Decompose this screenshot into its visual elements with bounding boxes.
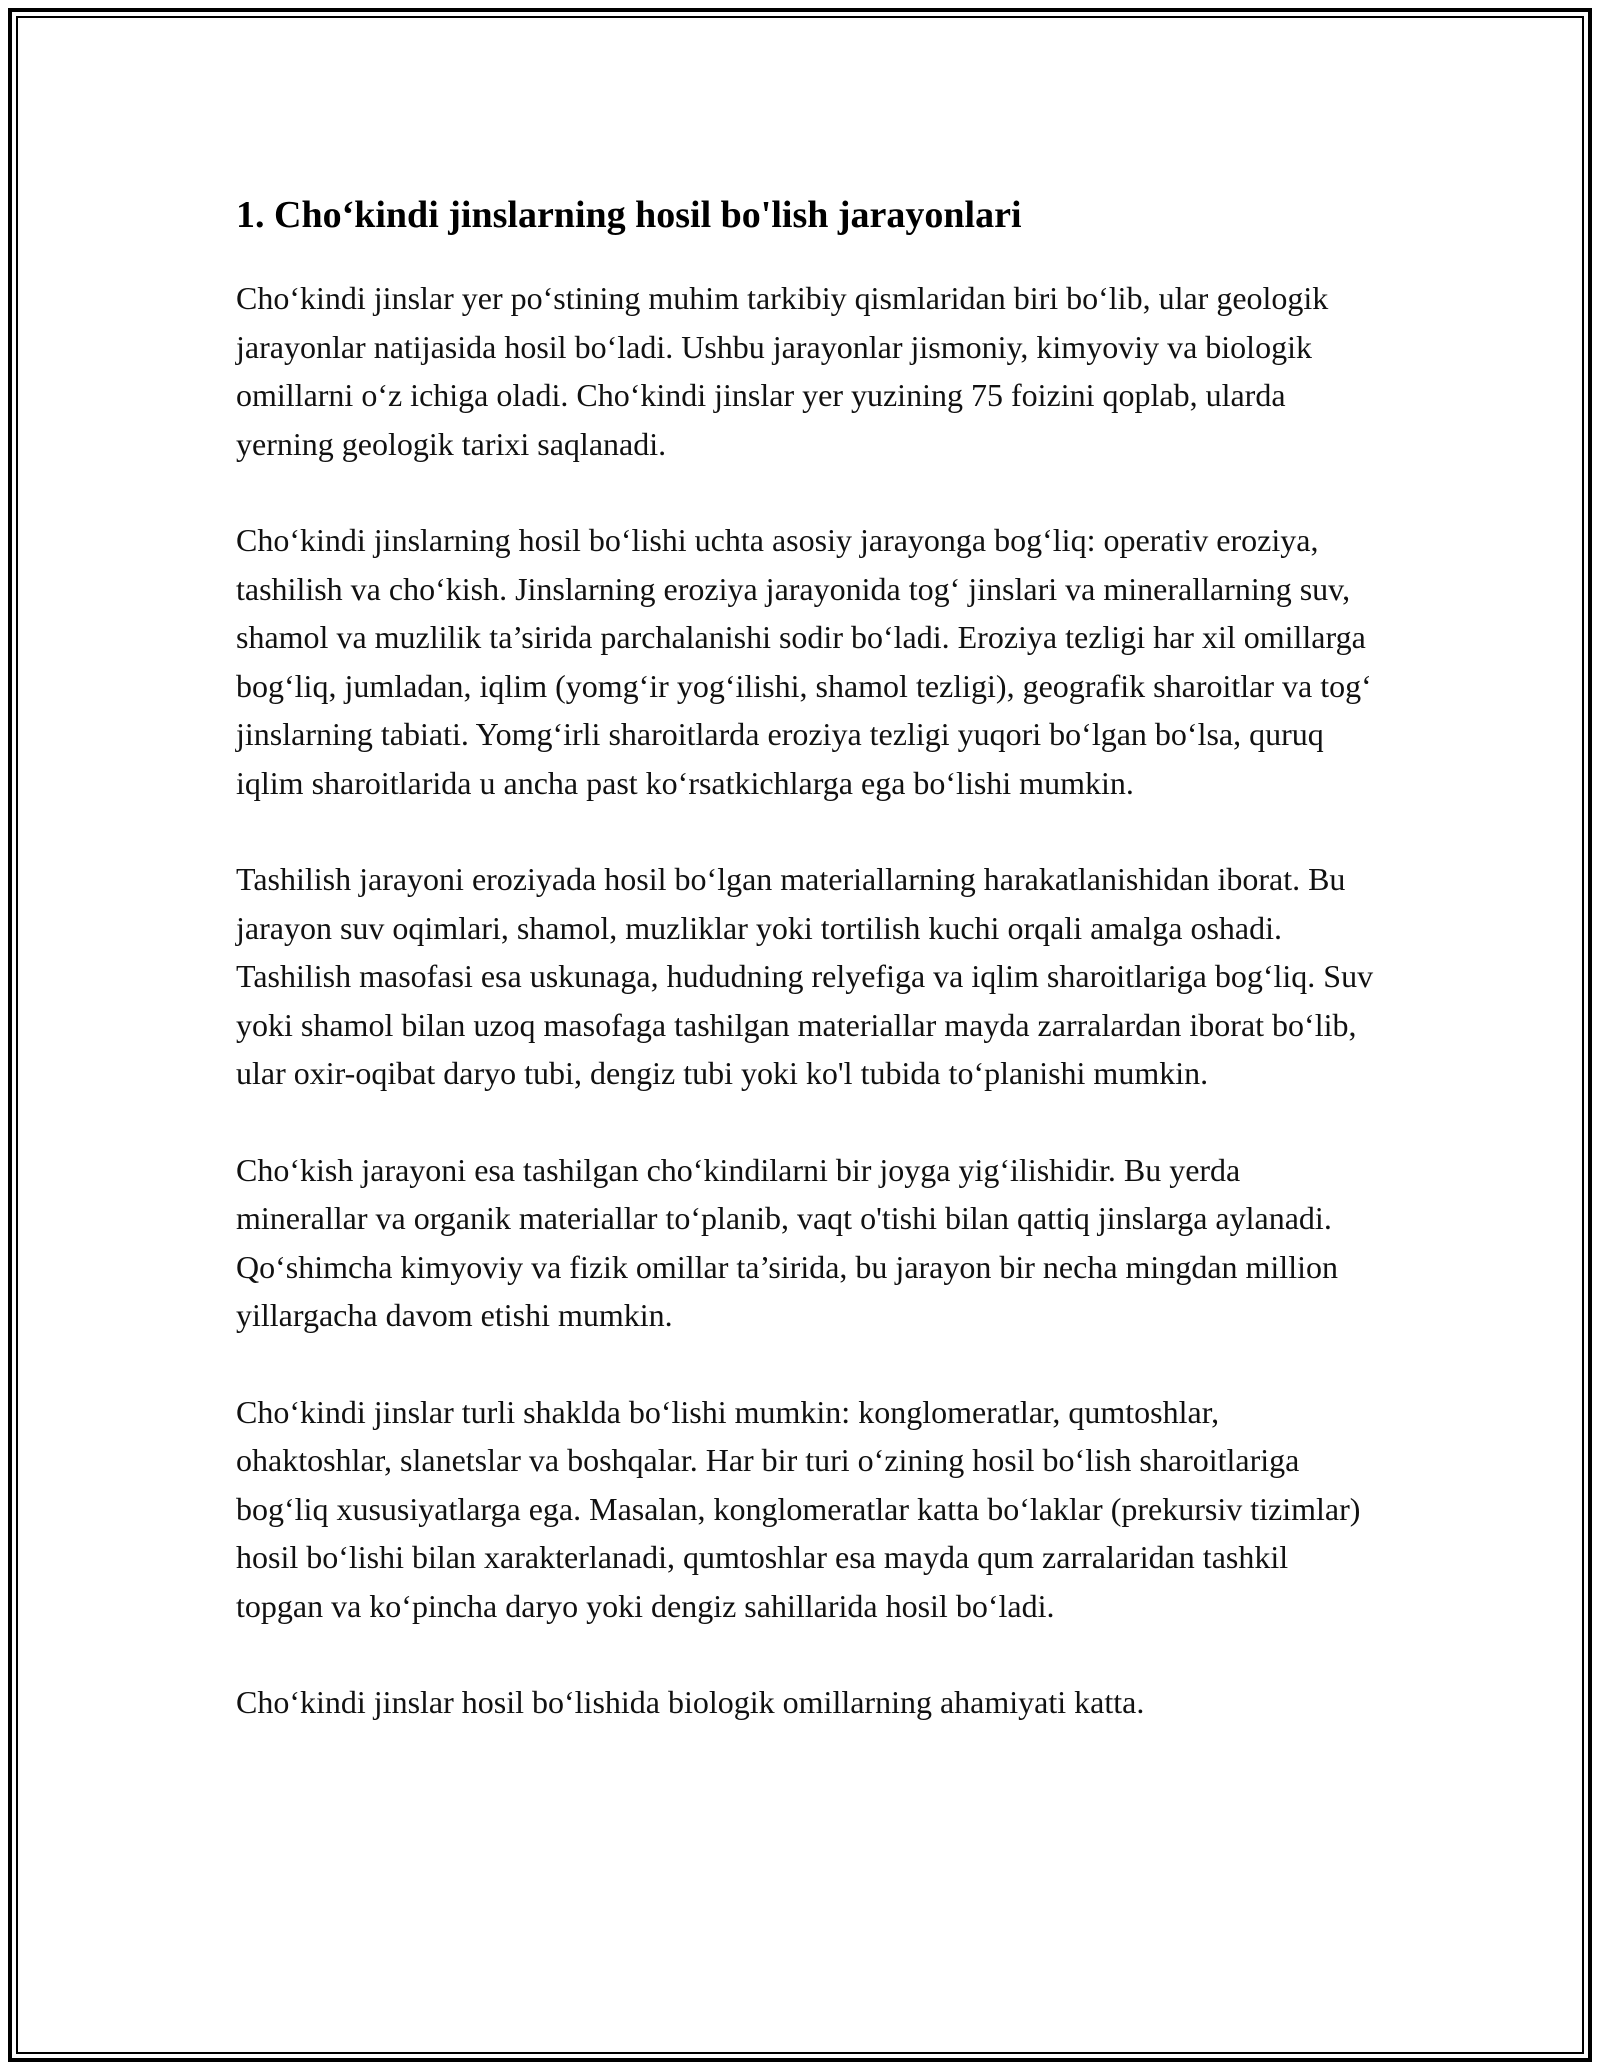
paragraph-deposition: Cho‘kish jarayoni esa tashilgan cho‘kindilarni bir joyga yig‘ilishidir. Bu yerda minerallar va organik materiallar to‘planib, vaqt o'tishi bilan qattiq jinslarga aylanadi. Qo‘shimcha kimyoviy va fizik omillar ta’sirida, bu jarayon bir necha mingdan million yillargacha davom etishi mumkin. (236, 1151, 1338, 1333)
paragraph-transport: Tashilish jarayoni eroziyada hosil bo‘lgan materiallarning harakatlanishidan iborat. Bu jarayon suv oqimlari, shamol, muzliklar yoki tortilish kuchi orqali amalga oshadi. Tashilish masofasi esa uskunaga, hududning relyefiga va iqlim sharoitlariga bog‘liq. Suv yoki shamol bilan uzoq masofaga tashilgan materiallar mayda zarralardan iborat bo‘lib, ular oxir-oqibat daryo tubi, dengiz tubi yoki ko'l tubida to‘planishi mumkin. (236, 861, 1374, 1091)
section-heading: 1. Cho‘kindi jinslarning hosil bo'lish jarayonlari (236, 194, 1022, 236)
paragraph-rock-types: Cho‘kindi jinslar turli shaklda bo‘lishi mumkin: konglomeratlar, qumtoshlar, ohaktoshlar, slanetslar va boshqalar. Har bir turi o‘zining hosil bo‘lish sharoitlariga bog‘liq xususiyatlarga ega. Masalan, konglomeratlar katta bo‘laklar (prekursiv tizimlar) hosil bo‘lishi bilan xarakterlanadi, qumtoshlar esa mayda qum zarralaridan tashkil topgan va ko‘pincha daryo yoki dengiz sahillarida hosil bo‘ladi. (236, 1393, 1361, 1624)
paragraph-intro: Cho‘kindi jinslar yer po‘stining muhim tarkibiy qismlaridan biri bo‘lib, ular geologik jarayonlar natijasida hosil bo‘ladi. Ushbu jarayonlar jismoniy, kimyoviy va biologik omillarni o‘z ichiga oladi. Cho‘kindi jinslar yer yuzining 75 foizini qoplab, ularda yerning geologik tarixi saqlanadi. (236, 280, 1329, 462)
paragraph-biological: Cho‘kindi jinslar hosil bo‘lishida biologik omillarning ahamiyati katta. (236, 1684, 1145, 1720)
paragraph-erosion: Cho‘kindi jinslarning hosil bo‘lishi uchta asosiy jarayonga bog‘liq: operativ eroziya, tashilish va cho‘kish. Jinslarning eroziya jarayonida tog‘ jinslari va minerallarning suv, shamol va muzlilik ta’sirida parchalanishi sodir bo‘ladi. Eroziya tezligi har xil omillarga bog‘liq, jumladan, iqlim (yomg‘ir yog‘ilishi, shamol tezligi), geografik sharoitlar va tog‘ jinslarning tabiati. Yomg‘irli sharoitlarda eroziya tezligi yuqori bo‘lgan bo‘lsa, quruq iqlim sharoitlarida u ancha past ko‘rsatkichlarga ega bo‘lishi mumkin. (236, 522, 1372, 801)
document-body (236, 186, 1376, 1775)
